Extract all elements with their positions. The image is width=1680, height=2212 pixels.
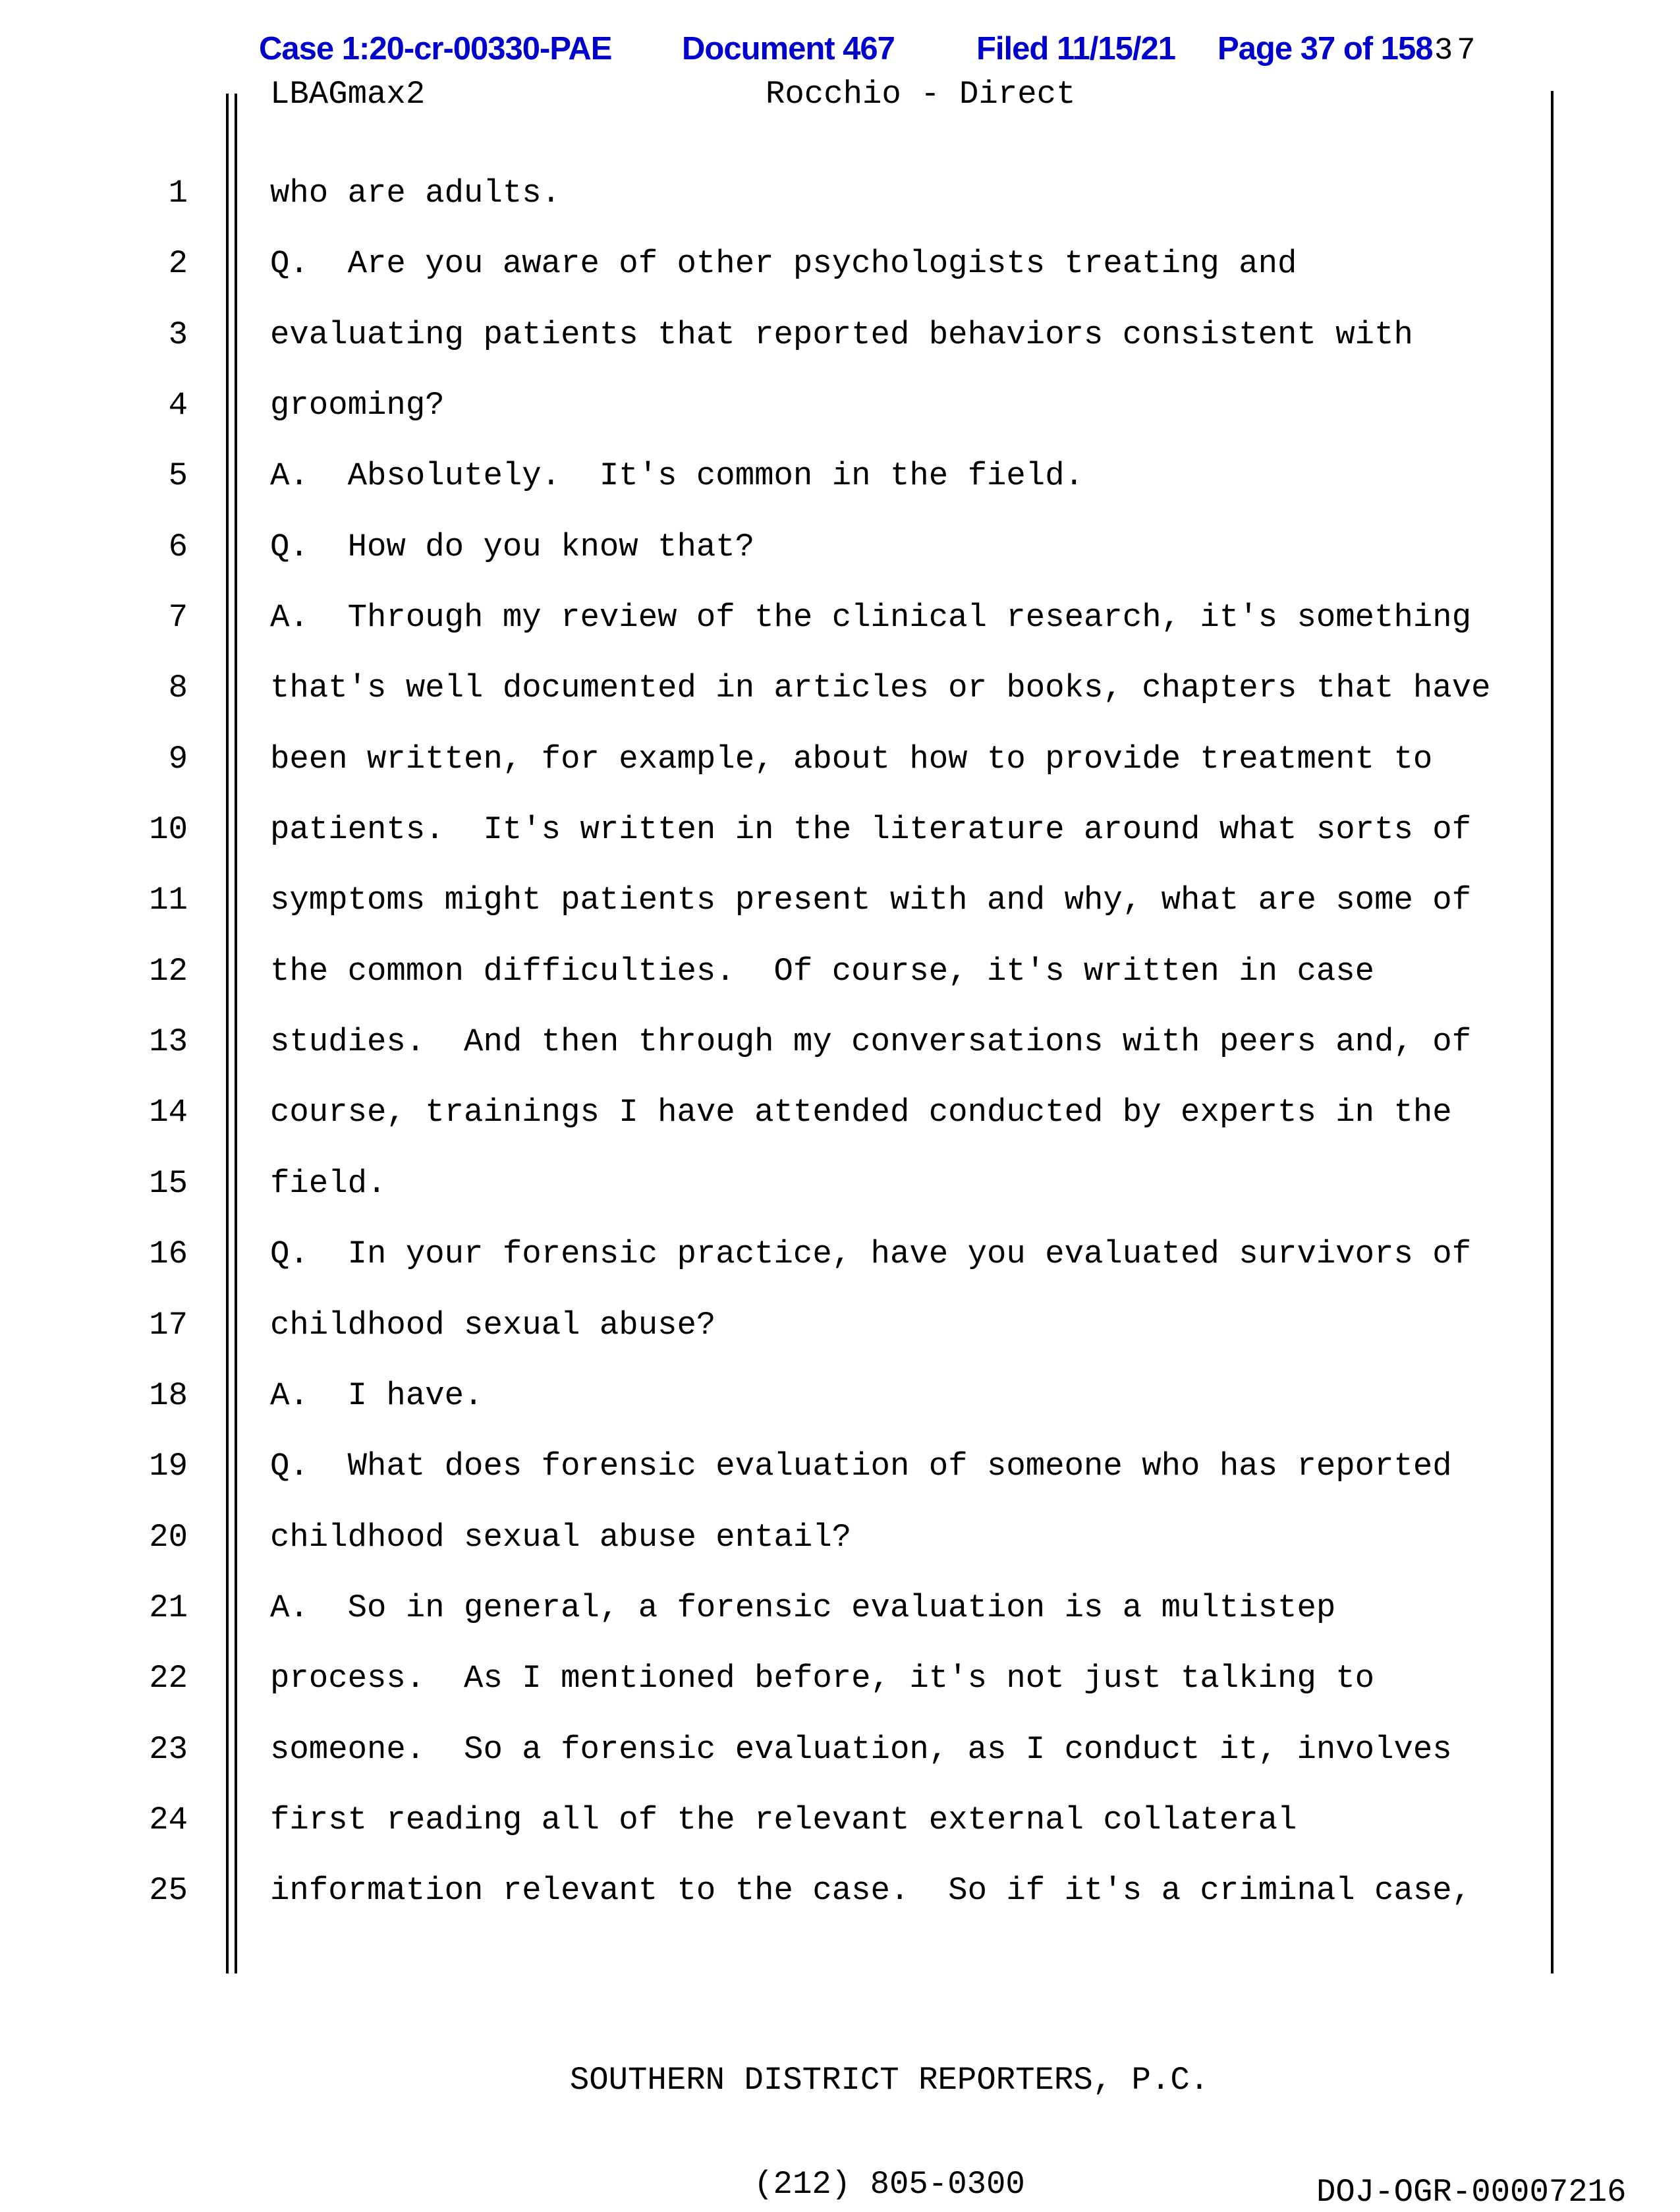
line-number: 4 bbox=[168, 387, 188, 424]
transcript-line: evaluating patients that reported behaviors consistent with bbox=[270, 316, 1413, 353]
transcript-line: childhood sexual abuse? bbox=[270, 1306, 716, 1344]
transcript-line: patients. It's written in the literature around what sorts of bbox=[270, 811, 1472, 849]
line-number: 11 bbox=[149, 882, 188, 919]
line-number: 24 bbox=[149, 1801, 188, 1838]
line-number: 19 bbox=[149, 1448, 188, 1485]
transcript-line: A. So in general, a forensic evaluation is a multistep bbox=[270, 1589, 1336, 1626]
line-number: 2 bbox=[168, 245, 188, 283]
transcript-line: been written, for example, about how to provide treatment to bbox=[270, 740, 1433, 778]
transcript-line: grooming? bbox=[270, 387, 445, 424]
line-number: 23 bbox=[149, 1730, 188, 1768]
transcript-line: A. Absolutely. It's common in the field. bbox=[270, 457, 1084, 495]
transcript-line: A. I have. bbox=[270, 1376, 484, 1414]
transcript-line: first reading all of the relevant external collateral bbox=[270, 1801, 1297, 1838]
reporter-name: SOUTHERN DISTRICT REPORTERS, P.C. bbox=[569, 2062, 1210, 2099]
line-number: 15 bbox=[149, 1164, 188, 1202]
line-number: 21 bbox=[149, 1589, 188, 1626]
line-number: 13 bbox=[149, 1023, 188, 1061]
transcript-line: someone. So a forensic evaluation, as I conduct it, involves bbox=[270, 1730, 1452, 1768]
line-number: 25 bbox=[149, 1872, 188, 1910]
line-number: 3 bbox=[168, 316, 188, 353]
transcript-page-number: 37 bbox=[1434, 34, 1480, 69]
line-number: 14 bbox=[149, 1094, 188, 1131]
transcript-line: who are adults. bbox=[270, 175, 561, 212]
transcript-line: childhood sexual abuse entail? bbox=[270, 1518, 852, 1556]
transcript-line: Q. What does forensic evaluation of someone who has reported bbox=[270, 1448, 1452, 1485]
line-number: 22 bbox=[149, 1660, 188, 1697]
line-number: 5 bbox=[168, 457, 188, 495]
transcript-line: Q. In your forensic practice, have you evaluated survivors of bbox=[270, 1235, 1472, 1273]
line-number: 1 bbox=[168, 175, 188, 212]
line-number: 18 bbox=[149, 1376, 188, 1414]
line-number: 10 bbox=[149, 811, 188, 849]
line-number: 8 bbox=[168, 669, 188, 707]
line-number: 6 bbox=[168, 528, 188, 565]
left-double-rule-outer bbox=[226, 94, 229, 1973]
line-number: 9 bbox=[168, 740, 188, 778]
transcript-line: symptoms might patients present with and why, what are some of bbox=[270, 882, 1472, 919]
transcript-line: Q. How do you know that? bbox=[270, 528, 755, 565]
transcript-line: Q. Are you aware of other psychologists treating and bbox=[270, 245, 1297, 283]
stamp-filed-date: Filed 11/15/21 bbox=[976, 31, 1175, 67]
line-number-column bbox=[99, 158, 188, 1927]
line-number: 7 bbox=[168, 599, 188, 637]
transcript-line: course, trainings I have attended conducted by experts in the bbox=[270, 1094, 1452, 1131]
witness-heading: Rocchio - Direct bbox=[766, 76, 1076, 113]
line-number: 17 bbox=[149, 1306, 188, 1344]
transcript-line: information relevant to the case. So if it's a criminal case, bbox=[270, 1872, 1472, 1910]
transcript-line: the common difficulties. Of course, it's written in case bbox=[270, 952, 1375, 990]
transcript-line: A. Through my review of the clinical research, it's something bbox=[270, 599, 1472, 637]
session-code: LBAGmax2 bbox=[270, 76, 426, 113]
line-number: 16 bbox=[149, 1235, 188, 1273]
right-rule bbox=[1551, 91, 1554, 1973]
transcript-line: studies. And then through my conversations with peers and, of bbox=[270, 1023, 1472, 1061]
stamp-page-of: Page 37 of 158 bbox=[1218, 31, 1433, 67]
stamp-document-number: Document 467 bbox=[682, 31, 895, 67]
stamp-case-number: Case 1:20-cr-00330-PAE bbox=[259, 31, 612, 67]
reporter-phone: (212) 805-0300 bbox=[754, 2165, 1025, 2203]
bates-number: DOJ-OGR-00007216 bbox=[1316, 2174, 1627, 2211]
line-number: 20 bbox=[149, 1518, 188, 1556]
transcript-text bbox=[270, 158, 1491, 1927]
transcript-line: field. bbox=[270, 1164, 387, 1202]
transcript-line: process. As I mentioned before, it's not just talking to bbox=[270, 1660, 1375, 1697]
left-double-rule-inner bbox=[235, 94, 237, 1973]
transcript-line: that's well documented in articles or books, chapters that have bbox=[270, 669, 1491, 707]
line-number: 12 bbox=[149, 952, 188, 990]
